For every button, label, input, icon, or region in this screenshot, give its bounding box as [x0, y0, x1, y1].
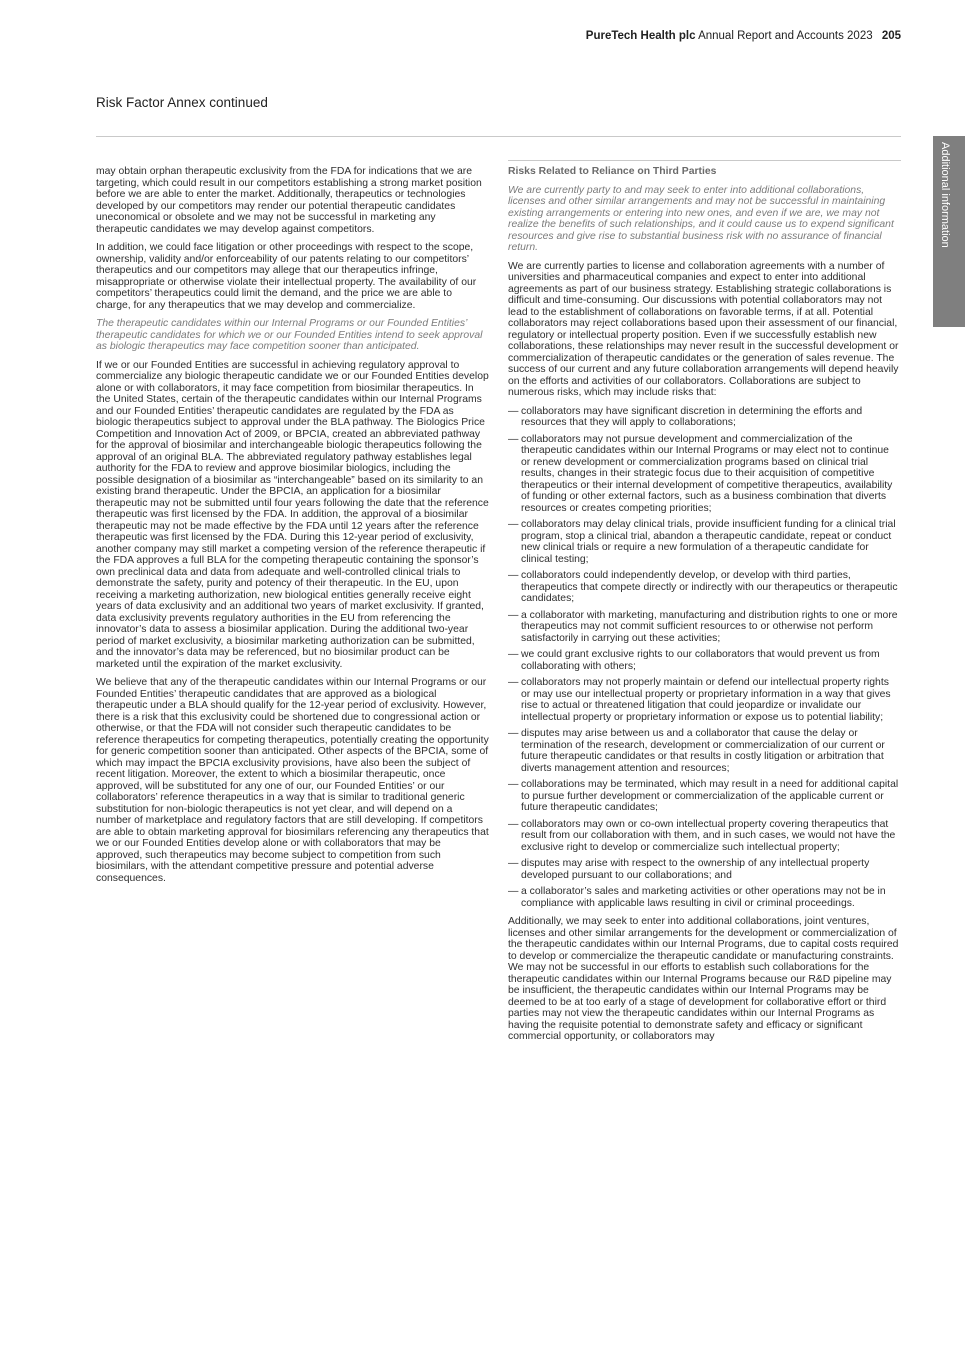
- italic-subheading: The therapeutic candidates within our Internal Programs or our Founded Entities’ therapeutic candidates for which we or our Founded Entities intend to seek approval as biologic therapeutics may face competition sooner than anticipated.: [96, 318, 483, 352]
- paragraph: may obtain orphan therapeutic exclusivity from the FDA for indications that we are targeting, which could result in our competitors establishing a strong market position before we are able to enter the market. Additionally, therapeutics or technologies developed by our competitors may render our potential therapeutic candidates uneconomical or obsolete and we may not be successful in marketing any therapeutic candidates we may develop against competitors.: [96, 166, 482, 235]
- paragraph: We are currently parties to license and collaboration agreements with a number of universities and pharmaceutical companies and expect to enter into additional agreements as part of our business strategy. Establishing strategic collaborations is difficult and time-consuming. Our discussions with potential collaborators may not lead to the establishment of collaborations on favorable terms, if at all. Potential collaborators may reject collaborations based upon their assessment of our financial, regulatory or intellectual property position. Even if we successfully establish new collaborations, these relationships may never result in the successful development or commercialization of therapeutic candidates or the generation of sales revenue. The success of our current and any future collaboration arrangements will depend heavily on the efforts and activities of our collaborators. Collaborations are subject to numerous risks, which may include risks that:: [508, 260, 899, 398]
- list-item: — disputes may arise between us and a collaborator that cause the delay or termination of the research, development or commercialization of our current or future therapeutic candidates or that results in costly litigation or arbitration that diverts management attention and resources;: [508, 728, 901, 774]
- paragraph: If we or our Founded Entities are successful in achieving regulatory approval to commercialize any biologic therapeutic candidate we or our Founded Entities develop alone or with collaborators, it may face competition from biosimilar therapeutics. In the United States, certain of the therapeutic candidates within our Internal Programs and our Founded Entities’ therapeutic candidates are regulated by the FDA as biologic therapeutics subject to approval under the BLA pathway. The Biologics Price Competition and Innovation Act of 2009, or BPCIA, created an abbreviated pathway for the approval of biosimilar and interchangeable biologic therapeutics following the approval of an original BLA. The abbreviated regulatory pathway establishes legal authority for the FDA to review and approve biosimilar biologics, including the possible designation of a biosimilar as “interchangeable” based on its similarity to an existing brand therapeutic. Under the BPCIA, an application for a biosimilar therapeutic may not be submitted until four years following the date that the reference therapeutic was first licensed by the FDA. In addition, the approval of a biosimilar therapeutic may not be made effective by the FDA until 12 years after the reference therapeutic was first licensed by the FDA. During this 12-year period of exclusivity, another company may still market a competing version of the reference therapeutic if the FDA approves a full BLA for the competing therapeutic containing the sponsor’s own preclinical data and data from adequate and well-controlled clinical trials to demonstrate the safety, purity and potency of their therapeutic. In the EU, upon receiving a marketing authorization, new biological entities generally receive eight years of data exclusivity and an additional two years of market exclusivity. If granted, data exclusivity prevents regulatory authorities in the EU from referencing the innovator’s data to assess a biosimilar application. During the additional two-year period of market exclusivity, a biosimilar marketing authorization can be submitted, and the innovator’s data may be referenced, but no biosimilar product can be marketed until the expiration of the market exclusivity.: [96, 359, 489, 670]
- right-column: [508, 160, 901, 1050]
- page-header: [586, 30, 901, 42]
- report-title: Annual Report and Accounts 2023: [698, 30, 873, 42]
- list-item: — collaborators could independently develop, or develop with third parties, therapeutics that compete directly or indirectly with our therapeutics or therapeutic candidates;: [508, 570, 901, 605]
- paragraph: In addition, we could face litigation or other proceedings with respect to the scope, ownership, validity and/or enforceability of our patents relating to our competitors’ therapeutics and our competitors may allege that our therapeutics infringe, misappropriate or otherwise violate their intellectual property. The availability of our competitors’ therapeutics could limit the demand, and the price we are able to charge, for any therapeutics that we may develop and commercialize.: [96, 242, 477, 311]
- paragraph: We believe that any of the therapeutic candidates within our Internal Programs or our Founded Entities’ therapeutic candidates that are approved as a biological therapeutic under a BLA should qualify for the 12-year period of exclusivity. However, there is a risk that this exclusivity could be shortened due to congressional action or otherwise, or that the FDA will not consider such therapeutic candidates to be reference therapeutics for competing therapeutics, potentially creating the opportunity for generic competition sooner than anticipated. Other aspects of the BPCIA, some of which may impact the BPCIA exclusivity provisions, have also been the subject of recent litigation. Moreover, the extent to which a biosimilar therapeutic, once approved, will be substituted for any one of our, our Founded Entities’ or our collaborators’ reference therapeutics in a way that is similar to traditional generic substitution for non-biologic therapeutics is not yet clear, and will depend on a number of marketplace and regulatory factors that are still developing. If competitors are able to obtain marketing approval for biosimilars referencing any therapeutics that we or our Founded Entities develop alone or with collaborators that may be approved, such therapeutics may become subject to competition from such biosimilars, with the attendant competitive pressure and potential adverse consequences.: [96, 677, 489, 884]
- side-tab-label: Additional information: [939, 142, 951, 248]
- company-name: PureTech Health plc: [585, 30, 696, 42]
- page-number: 205: [881, 30, 901, 42]
- list-item: — collaborators may not pursue development and commercialization of the therapeutic candidates within our Internal Programs or may elect not to continue or renew development or commercialization programs based on clinical trial results, changes in their strategic focus due to their acquisition of competitive therapeutics or their internal development of competitive therapeutics, availability of funding or other external factors, such as a business combination that diverts resources or creates competing priorities;: [508, 434, 901, 515]
- list-item: — collaborators may not properly maintain or defend our intellectual property rights or may use our intellectual property or proprietary information in a way that gives rise to actual or threatened litigation that could jeopardize or invalidate our intellectual property or proprietary information or expose us to potential liability;: [508, 677, 901, 723]
- list-item: — disputes may arise with respect to the ownership of any intellectual property developed pursuant to our collaborations; and: [508, 858, 901, 881]
- left-column: [96, 166, 489, 891]
- list-item: — collaborators may have significant discretion in determining the efforts and resources that they will apply to collaborations;: [508, 406, 901, 429]
- right-divider: [508, 160, 901, 161]
- paragraph: Additionally, we may seek to enter into additional collaborations, joint ventures, licenses and other similar arrangements for the development or commercialization of the therapeutic candidates within our Internal Programs, due to capital costs required to develop or commercialize the therapeutic candidate or manufacturing constraints. We may not be successful in our efforts to establish such collaborations for the therapeutic candidates within our Internal Programs because our R&D pipeline may be insufficient, the therapeutic candidates within our Internal Programs may be deemed to be at too early of a stage of development for collaborative effort or third parties may not view the therapeutic candidates within our Internal Programs as having the requisite potential to demonstrate safety and efficacy or significant commercial opportunity, or collaborators may: [508, 916, 899, 1042]
- section-title: Risk Factor Annex continued: [96, 95, 268, 110]
- side-tab: [933, 136, 965, 327]
- list-item: — a collaborator with marketing, manufacturing and distribution rights to one or more therapeutics may not commit sufficient resources to or otherwise not perform satisfactorily in carrying out these activities;: [508, 610, 901, 645]
- list-item: — collaborators may delay clinical trials, provide insufficient funding for a clinical trial program, stop a clinical trial, abandon a therapeutic candidate, repeat or conduct new clinical trials or require a new formulation of a therapeutic candidate for clinical testing;: [508, 519, 901, 565]
- list-item: — we could grant exclusive rights to our collaborators that would prevent us from collaborating with others;: [508, 649, 901, 672]
- top-divider: [96, 136, 901, 137]
- list-item: — a collaborator’s sales and marketing activities or other operations may not be in compliance with applicable laws resulting in civil or criminal proceedings.: [508, 886, 901, 909]
- list-item: — collaborators may own or co-own intellectual property covering therapeutics that result from our collaboration with them, and in such cases, we would not have the exclusive right to develop or commercialize such intellectual property;: [508, 819, 901, 854]
- italic-subheading: We are currently party to and may seek to enter into additional collaborations, licenses and other similar arrangements and may not be successful in maintaining existing arrangements or entering into new ones, and even if we are, we may not realize the benefits of such relationships, and it could cause us to expend significant resources and give rise to substantial business risk with no assurance of financial return.: [508, 184, 894, 253]
- list-item: — collaborations may be terminated, which may result in a need for additional capital to pursue further development or commercialization of the applicable current or future therapeutic candidates;: [508, 779, 901, 814]
- risk-list: [508, 406, 901, 910]
- section-heading: Risks Related to Reliance on Third Parties: [508, 166, 717, 177]
